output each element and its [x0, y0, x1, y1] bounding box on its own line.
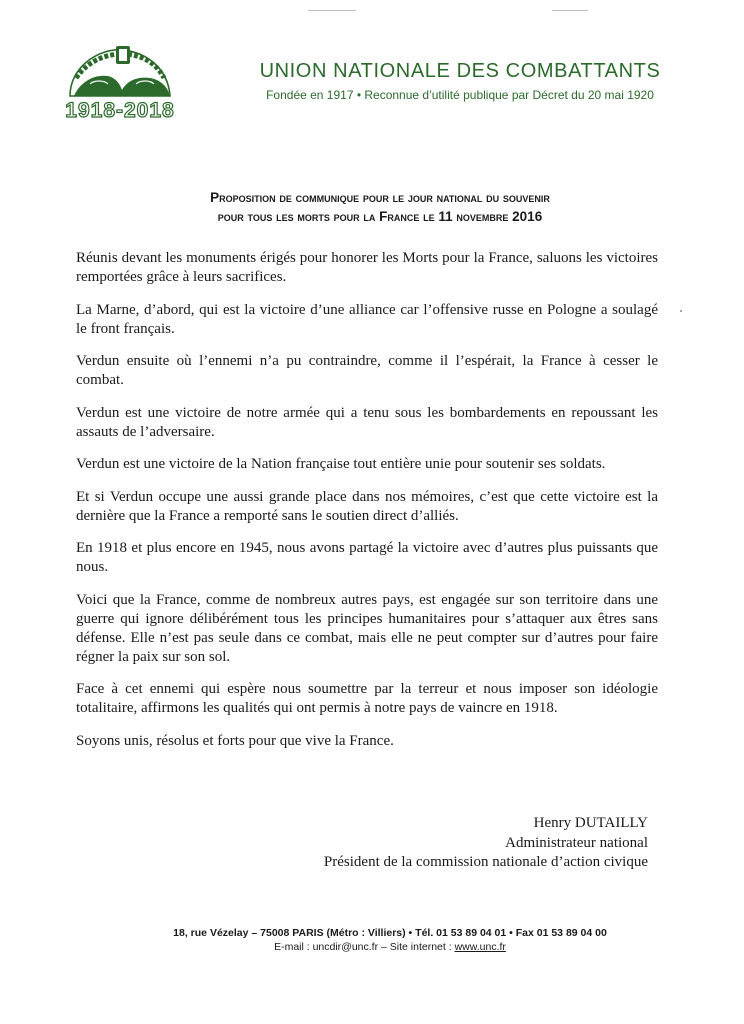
document-title: [90, 188, 670, 226]
scan-speck: [680, 310, 682, 312]
footer-email-line: [80, 940, 700, 954]
footer-contact: [80, 926, 700, 954]
paragraph: Soyons unis, résolus et forts pour que vive la France.: [76, 732, 394, 749]
paragraph: Et si Verdun occupe une aussi grande place dans nos mémoires, c’est que cette victoire est la dernière que la France a remporté sans le soutien direct d’alliés.: [76, 488, 658, 524]
paragraph: En 1918 et plus encore en 1945, nous avons partagé la victoire avec d’autres plus puissants que nous.: [76, 540, 658, 575]
website-link[interactable]: www.unc.fr: [454, 941, 506, 953]
footer-address: 18, rue Vézelay – 75008 PARIS (Métro : Villiers) • Tél. 01 53 89 04 01 • Fax 01 53 89 04 00: [173, 927, 607, 939]
paragraph: Verdun est une victoire de notre armée qui a tenu sous les bombardements en repoussant les assauts de l’adversaire.: [76, 404, 658, 440]
logo-years-text: 1918-2018: [65, 99, 175, 122]
footer-email: E-mail : uncdir@unc.fr – Site internet :: [274, 941, 455, 953]
top-scan-mark-right: [552, 10, 588, 11]
paragraph: Verdun est une victoire de la Nation française tout entière unie pour soutenir ses soldats.: [76, 456, 606, 472]
signatory-role: Administrateur national: [505, 834, 648, 851]
signatory-name: Henry DUTAILLY: [533, 815, 648, 831]
paragraph: Réunis devant les monuments érigés pour honorer les Morts pour la France, saluons les victoires remportées grâce à leurs sacrifices.: [76, 250, 658, 285]
signatory-position: Président de la commission nationale d’action civique: [323, 854, 648, 870]
org-subtitle: Fondée en 1917 • Reconnue d’utilité publique par Décret du 20 mai 1920: [266, 88, 654, 102]
paragraph: La Marne, d’abord, qui est la victoire d’une alliance car l’offensive russe en Pologne a soulagé le front français.: [76, 301, 658, 337]
signature-block: [300, 814, 648, 873]
document-title-line-1: Proposition de communique pour le jour national du souvenir: [210, 190, 550, 205]
document-title-line-2: pour tous les morts pour la France le 11 novembre 2016: [217, 209, 543, 224]
top-scan-mark-left: [308, 10, 356, 11]
paragraph: Verdun ensuite où l’ennemi n’a pu contraindre, comme il l’espérait, la France à cesser le combat.: [76, 353, 658, 388]
communique-body: [76, 249, 658, 764]
org-name: UNION NATIONALE DES COMBATTANTS: [259, 60, 661, 82]
paragraph: Face à cet ennemi qui espère nous soumettre par la terreur et nous imposer son idéologie totalitaire, affirmons les qualités qui ont permis à notre pays de vaincre en 1918.: [76, 681, 658, 716]
paragraph: Voici que la France, comme de nombreux autres pays, est engagée sur son territoire dans une guerre qui ignore délibérément tous les principes humanitaires pour s’attaquer aux êtres sans défense. Elle n’est pas seule dans ce combat, mais elle ne peut compter sur d’autres pour faire régner la paix sur son sol.: [76, 591, 658, 665]
unc-centenary-logo: [60, 38, 178, 124]
